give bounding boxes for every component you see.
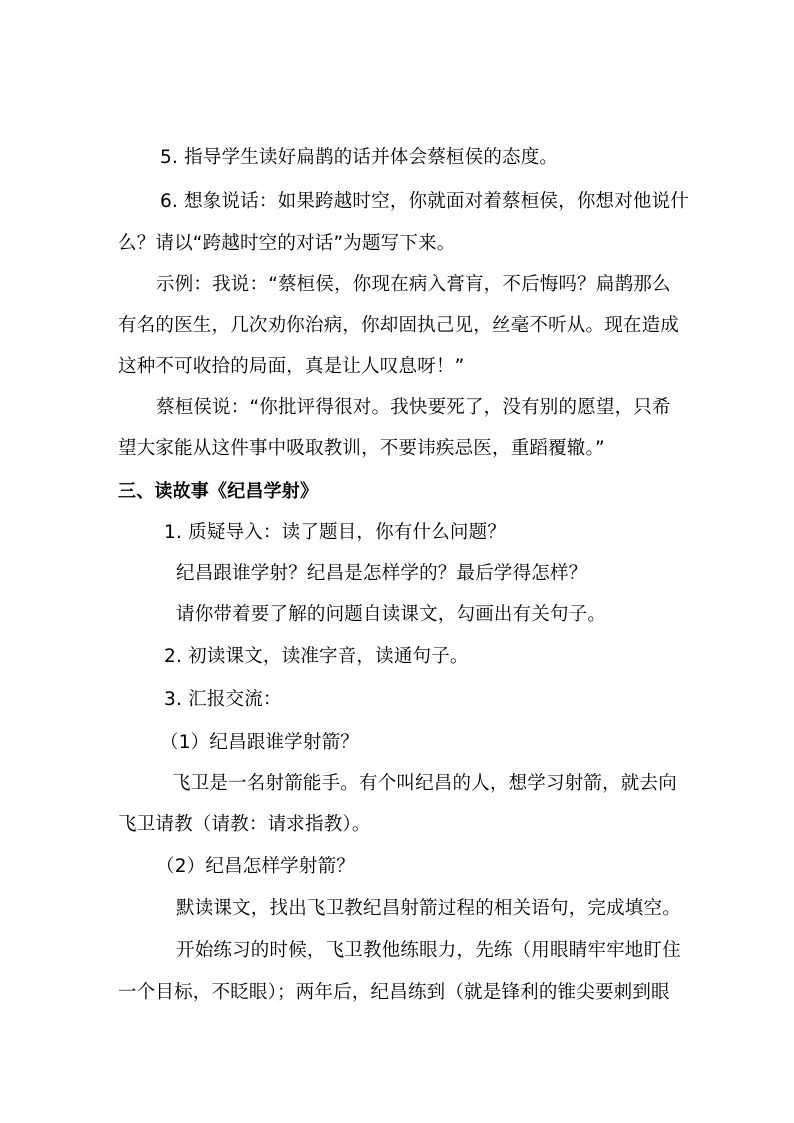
paragraph-line-5: 5. 指导学生读好扁鹊的话并体会蔡桓侯的态度。	[160, 147, 559, 168]
step-1: 1. 质疑导入：读了题目，你有什么问题？	[164, 522, 507, 543]
answer-2-line-1: 开始练习的时候，飞卫教他练眼力，先练（用眼睛牢牢地盯住	[176, 940, 681, 961]
paragraph-line-6: 6. 想象说话：如果跨越时空，你就面对着蔡桓侯，你想对他说什	[160, 191, 690, 212]
step-1-questions: 纪昌跟谁学射？纪昌是怎样学的？最后学得怎样？	[176, 563, 588, 584]
example-line-3: 这种不可收拾的局面，真是让人叹息呀！”	[118, 356, 465, 377]
answer-2-instruction: 默读课文，找出飞卫教纪昌射箭过程的相关语句，完成填空。	[176, 898, 681, 919]
example-line-1: 示例：我说：“蔡桓侯，你现在病入膏肓，不后悔吗？扁鹊那么	[156, 274, 671, 295]
question-2: （2）纪昌怎样学射箭？	[156, 856, 355, 877]
section-heading: 三、读故事《纪昌学射》	[118, 481, 319, 502]
step-1-instruction: 请你带着要了解的问题自读课文，勾画出有关句子。	[176, 604, 607, 625]
paragraph-line-6-cont: 么？请以“跨越时空的对话”为题写下来。	[118, 233, 456, 254]
step-3: 3. 汇报交流：	[164, 689, 282, 710]
reply-line-2: 望大家能从这件事中吸取教训，不要讳疾忌医，重蹈覆辙。”	[118, 438, 605, 459]
answer-1-line-1: 飞卫是一名射箭能手。有个叫纪昌的人，想学习射箭，就去向	[172, 773, 677, 794]
example-line-2: 有名的医生，几次劝你治病，你却固执己见，丝毫不听从。现在造成	[118, 315, 680, 336]
reply-line-1: 蔡桓侯说：“你批评得很对。我快要死了，没有别的愿望，只希	[156, 397, 671, 418]
answer-2-line-2: 一个目标，不眨眼）；两年后，纪昌练到（就是锋利的锥尖要刺到眼	[118, 982, 670, 1003]
step-2: 2. 初读课文，读准字音，读通句子。	[164, 646, 469, 667]
question-1: （1）纪昌跟谁学射箭？	[160, 732, 359, 753]
answer-1-line-2: 飞卫请教（请教：请求指教）。	[118, 814, 371, 835]
